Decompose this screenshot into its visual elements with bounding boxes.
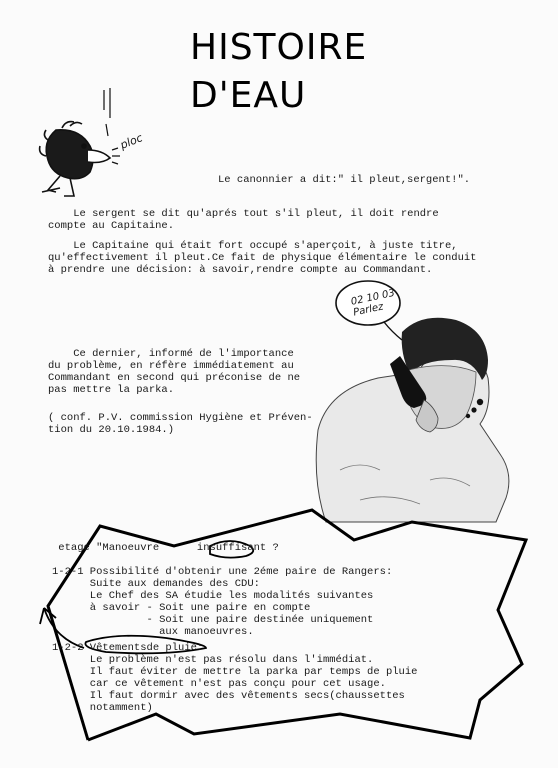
title-line-1: HISTOIRE	[190, 27, 368, 68]
paragraph-commandant: Ce dernier, informé de l'importance du problème, en réfère immédiatement au Commandant en second qui préconise de ne pas mettre la parka.	[48, 348, 301, 396]
soldier-on-phone-picture	[316, 318, 509, 522]
paragraph-capitaine: Le Capitaine qui était fort occupé s'aperçoit, à juste titre, qu'effectivement il pleut.Ce fait de physique élémentaire le conduit à prendre une décision: à savoir,rendre compte au Commandant.	[48, 240, 477, 276]
cartoon-soldier-drawing	[40, 88, 120, 196]
memo-section-heading: etage "Manoeuvre insuffisant ?	[52, 542, 279, 554]
page-title	[190, 24, 367, 120]
paragraph-reference: ( conf. P.V. commission Hygiène et Préven- tion du 20.10.1984.)	[48, 412, 313, 436]
opening-quote: Le canonnier a dit:" il pleut,sergent!".	[218, 174, 471, 186]
paragraph-sergent: Le sergent se dit qu'aprés tout s'il pleut, il doit rendre compte au Capitaine.	[48, 208, 439, 232]
memo-item-vetements-pluie: 1-2-2 Vêtementsde pluie: Le problème n'est pas résolu dans l'immédiat. Il faut éviter de mettre la parka par temps de pluie car ce vêtement n'est pas conçu pour cet usage. Il faut dormir avec des vêtements secs(chaussettes notamment)	[52, 642, 418, 714]
speech-bubble-text: 02 10 03 Parlez	[350, 287, 396, 319]
memo-item-rangers: 1-2-1 Possibilité d'obtenir une 2éme paire de Rangers: Suite aux demandes des CDU: Le Chef des SA étudie les modalités suivantes à savoir - Soit une paire en compte - Soit une paire destinée uniquement aux manoeuvres.	[52, 566, 393, 638]
ploc-sound-text: ploc	[118, 131, 145, 152]
title-line-2: D'EAU	[190, 75, 307, 116]
